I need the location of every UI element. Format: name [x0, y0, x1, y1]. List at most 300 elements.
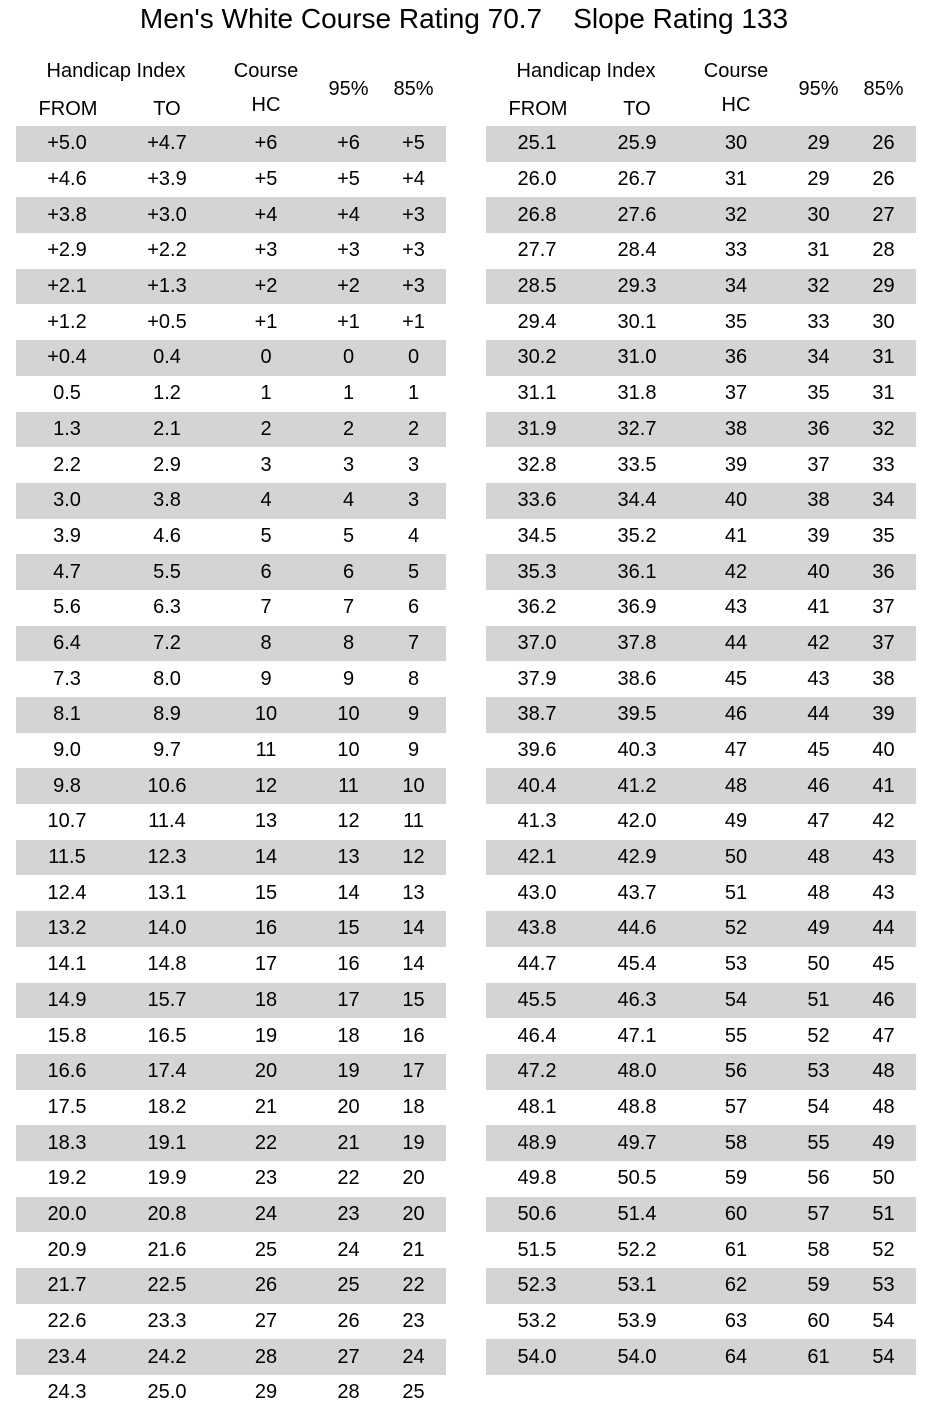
from-cell: 38.7 — [517, 703, 557, 726]
course-hc-cell: 53 — [724, 953, 748, 976]
to-cell: 28.4 — [617, 239, 657, 262]
from-cell: +4.6 — [47, 168, 87, 191]
pct85-cell: 38 — [872, 667, 895, 690]
course-hc-cell: 15 — [254, 881, 278, 904]
from-cell: +2.9 — [47, 239, 87, 262]
from-cell: 11.5 — [48, 846, 86, 869]
table-row — [16, 911, 446, 947]
pct95-cell: 55 — [807, 1131, 830, 1154]
course-hc-cell: 51 — [724, 881, 748, 904]
pct85-cell: 40 — [872, 739, 895, 762]
course-hc-cell: 45 — [724, 667, 748, 690]
course-hc-cell: 13 — [254, 810, 278, 833]
table-row — [16, 733, 446, 769]
from-cell: 27.7 — [517, 239, 557, 262]
course-hc-cell: 2 — [260, 417, 272, 440]
to-cell: 35.2 — [617, 524, 657, 547]
from-cell: 0.5 — [53, 382, 81, 405]
to-cell: 54.0 — [617, 1345, 657, 1368]
course-hc-cell: 33 — [724, 239, 748, 262]
table-row — [486, 983, 916, 1019]
to-cell: +0.5 — [147, 310, 187, 333]
to-cell: 48.0 — [617, 1060, 657, 1083]
to-cell: 41.2 — [617, 774, 657, 797]
table-row — [16, 304, 446, 340]
from-cell: 42.1 — [517, 846, 557, 869]
from-cell: 20.0 — [47, 1202, 87, 1225]
pct95-cell: 15 — [337, 917, 360, 940]
header-95-percent: 95% — [328, 78, 369, 100]
table-row — [16, 1125, 446, 1161]
to-cell: 34.4 — [617, 489, 657, 512]
course-hc-cell: 7 — [260, 596, 272, 619]
course-hc-cell: 62 — [724, 1274, 748, 1297]
pct85-cell: 41 — [872, 774, 895, 797]
to-cell: 7.2 — [153, 631, 181, 654]
pct85-cell: 44 — [872, 917, 895, 940]
pct85-cell: 50 — [872, 1167, 895, 1190]
table-row — [486, 412, 916, 448]
course-hc-cell: 11 — [255, 739, 277, 762]
table-row — [16, 983, 446, 1019]
pct95-cell: 49 — [807, 917, 830, 940]
header-handicap-index: Handicap Index — [516, 60, 656, 82]
from-cell: 4.7 — [53, 560, 81, 583]
pct95-cell: +5 — [337, 168, 360, 191]
pct85-cell: 28 — [872, 239, 895, 262]
header-95-percent: 95% — [798, 78, 839, 100]
course-hc-cell: 21 — [254, 1095, 278, 1118]
course-hc-cell: 20 — [254, 1060, 278, 1083]
pct95-cell: 25 — [337, 1274, 360, 1297]
to-cell: 37.8 — [617, 631, 657, 654]
from-cell: 35.3 — [517, 560, 557, 583]
from-cell: 13.2 — [47, 917, 87, 940]
to-cell: 31.0 — [617, 346, 657, 369]
pct85-cell: 37 — [872, 596, 895, 619]
pct95-cell: 8 — [342, 631, 355, 654]
course-hc-cell: 27 — [254, 1310, 278, 1333]
table-row — [486, 661, 916, 697]
pct85-cell: 18 — [402, 1095, 425, 1118]
pct85-cell: 26 — [872, 168, 895, 191]
to-cell: 38.6 — [617, 667, 657, 690]
course-hc-cell: +3 — [254, 239, 278, 262]
pct95-cell: 26 — [337, 1310, 360, 1333]
to-cell: +3.9 — [147, 168, 187, 191]
pct85-cell: 35 — [872, 524, 895, 547]
course-hc-cell: 42 — [724, 560, 748, 583]
course-hc-cell: 6 — [260, 560, 272, 583]
pct85-cell: 43 — [872, 846, 895, 869]
from-cell: +3.8 — [47, 203, 87, 226]
from-cell: 26.0 — [517, 168, 557, 191]
to-cell: 13.1 — [147, 881, 187, 904]
pct85-cell: 9 — [407, 739, 420, 762]
from-cell: 53.2 — [517, 1310, 557, 1333]
pct95-cell: 21 — [337, 1131, 360, 1154]
course-hc-cell: 4 — [260, 489, 272, 512]
header-hc: HC — [251, 94, 281, 116]
pct85-cell: 32 — [872, 417, 895, 440]
course-hc-cell: 34 — [724, 275, 748, 298]
pct85-cell: 6 — [407, 596, 420, 619]
pct95-cell: 43 — [807, 667, 830, 690]
to-cell: 0.4 — [153, 346, 181, 369]
course-hc-cell: 30 — [724, 132, 748, 155]
pct85-cell: 30 — [872, 310, 895, 333]
pct85-cell: 34 — [872, 489, 895, 512]
pct95-cell: 59 — [807, 1274, 830, 1297]
to-cell: 2.9 — [153, 453, 181, 476]
to-cell: 1.2 — [153, 382, 181, 405]
pct95-cell: 6 — [342, 560, 355, 583]
pct95-cell: 7 — [342, 596, 355, 619]
pct95-cell: 14 — [337, 881, 360, 904]
to-cell: 19.1 — [147, 1131, 187, 1154]
pct85-cell: 9 — [407, 703, 420, 726]
to-cell: 17.4 — [147, 1060, 187, 1083]
to-cell: 39.5 — [617, 703, 657, 726]
pct85-cell: 24 — [402, 1345, 425, 1368]
pct95-cell: 47 — [807, 810, 830, 833]
pct95-cell: 61 — [807, 1345, 830, 1368]
table-row — [486, 697, 916, 733]
table-row — [486, 1232, 916, 1268]
table-row — [486, 447, 916, 483]
header-from: FROM — [508, 98, 568, 120]
to-cell: 8.0 — [153, 667, 181, 690]
from-cell: 43.0 — [517, 881, 557, 904]
to-cell: 9.7 — [153, 739, 181, 762]
to-cell: 23.3 — [147, 1310, 187, 1333]
pct95-cell: 48 — [807, 881, 830, 904]
from-cell: 29.4 — [517, 310, 557, 333]
header-course: Course — [233, 60, 299, 82]
pct85-cell: 52 — [872, 1238, 895, 1261]
pct85-cell: 31 — [872, 382, 895, 405]
table-row — [486, 162, 916, 198]
to-cell: 27.6 — [617, 203, 657, 226]
course-hc-cell: 1 — [260, 382, 272, 405]
table-row — [16, 804, 446, 840]
pct95-cell: +3 — [337, 239, 360, 262]
course-hc-cell: 44 — [724, 631, 748, 654]
pct85-cell: 15 — [402, 988, 425, 1011]
from-cell: 3.0 — [53, 489, 81, 512]
pct95-cell: 50 — [807, 953, 830, 976]
table-row — [486, 554, 916, 590]
pct85-cell: 54 — [872, 1310, 895, 1333]
to-cell: 19.9 — [147, 1167, 187, 1190]
pct95-cell: 0 — [342, 346, 355, 369]
pct95-cell: 38 — [807, 489, 830, 512]
to-cell: 18.2 — [147, 1095, 187, 1118]
to-cell: 42.0 — [617, 810, 657, 833]
course-hc-cell: 48 — [724, 774, 748, 797]
to-cell: 22.5 — [147, 1274, 187, 1297]
pct95-cell: 60 — [807, 1310, 830, 1333]
pct95-cell: 35 — [807, 382, 830, 405]
from-cell: 15.8 — [47, 1024, 87, 1047]
pct85-cell: 33 — [872, 453, 895, 476]
pct95-cell: 12 — [337, 810, 360, 833]
table-row — [486, 590, 916, 626]
to-cell: 15.7 — [147, 988, 187, 1011]
to-cell: 25.9 — [617, 132, 657, 155]
table-row — [486, 197, 916, 233]
course-hc-cell: 46 — [724, 703, 748, 726]
table-row — [16, 483, 446, 519]
course-hc-cell: 60 — [724, 1202, 748, 1225]
course-hc-cell: 10 — [254, 703, 278, 726]
from-cell: 43.8 — [517, 917, 557, 940]
table-row — [16, 1268, 446, 1304]
pct85-cell: 4 — [407, 524, 420, 547]
table-row — [16, 1161, 446, 1197]
pct85-cell: 48 — [872, 1060, 895, 1083]
pct95-cell: 11 — [338, 774, 359, 797]
pct95-cell: 48 — [807, 846, 830, 869]
table-row — [486, 1054, 916, 1090]
course-hc-cell: 57 — [724, 1095, 748, 1118]
pct85-cell: 42 — [872, 810, 895, 833]
to-cell: 32.7 — [617, 417, 657, 440]
pct85-cell: 27 — [872, 203, 895, 226]
header-to: TO — [153, 98, 181, 120]
course-hc-cell: 59 — [724, 1167, 748, 1190]
to-cell: 47.1 — [617, 1024, 657, 1047]
to-cell: 14.0 — [147, 917, 187, 940]
from-cell: 3.9 — [53, 524, 81, 547]
table-row — [16, 197, 446, 233]
pct85-cell: 47 — [872, 1024, 895, 1047]
pct85-cell: 14 — [402, 917, 425, 940]
from-cell: 46.4 — [517, 1024, 557, 1047]
pct95-cell: 22 — [337, 1167, 360, 1190]
to-cell: 53.9 — [617, 1310, 657, 1333]
course-hc-cell: 43 — [724, 596, 748, 619]
course-hc-cell: 25 — [254, 1238, 278, 1261]
pct95-cell: 32 — [807, 275, 830, 298]
from-cell: 10.7 — [47, 810, 87, 833]
course-hc-cell: 52 — [724, 917, 748, 940]
to-cell: 12.3 — [147, 846, 187, 869]
pct95-cell: 30 — [807, 203, 830, 226]
from-cell: 52.3 — [517, 1274, 557, 1297]
table-row — [16, 590, 446, 626]
table-row — [486, 269, 916, 305]
pct85-cell: 23 — [402, 1310, 425, 1333]
from-cell: 49.8 — [517, 1167, 557, 1190]
pct85-cell: 54 — [872, 1345, 895, 1368]
table-row — [16, 269, 446, 305]
from-cell: 54.0 — [517, 1345, 557, 1368]
pct95-cell: 28 — [337, 1381, 360, 1404]
to-cell: 2.1 — [153, 417, 181, 440]
from-cell: 51.5 — [517, 1238, 557, 1261]
table-row — [16, 1339, 446, 1375]
pct95-cell: 9 — [342, 667, 355, 690]
course-hc-cell: 5 — [260, 524, 272, 547]
to-cell: +2.2 — [147, 239, 187, 262]
to-cell: 49.7 — [617, 1131, 657, 1154]
pct95-cell: 3 — [342, 453, 355, 476]
to-cell: 10.6 — [147, 774, 187, 797]
to-cell: 40.3 — [617, 739, 657, 762]
table-row — [16, 162, 446, 198]
table-row — [16, 1375, 446, 1411]
course-hc-cell: +5 — [254, 168, 278, 191]
pct95-cell: 13 — [337, 846, 360, 869]
pct85-cell: +1 — [402, 310, 425, 333]
from-cell: 9.8 — [53, 774, 81, 797]
from-cell: +5.0 — [47, 132, 87, 155]
pct85-cell: 0 — [407, 346, 420, 369]
table-row — [16, 519, 446, 555]
from-cell: 2.2 — [53, 453, 81, 476]
table-row — [486, 733, 916, 769]
pct85-cell: 37 — [872, 631, 895, 654]
from-cell: 33.6 — [517, 489, 557, 512]
from-cell: 34.5 — [517, 524, 557, 547]
course-hc-cell: 22 — [254, 1131, 278, 1154]
to-cell: 36.1 — [617, 560, 657, 583]
pct95-cell: 29 — [807, 132, 830, 155]
from-cell: 17.5 — [47, 1095, 87, 1118]
table-row — [16, 340, 446, 376]
pct85-cell: 25 — [402, 1381, 425, 1404]
to-cell: 6.3 — [153, 596, 181, 619]
header-from: FROM — [38, 98, 98, 120]
page-title: Men's White Course Rating 70.7 Slope Rating 133 — [139, 3, 789, 34]
course-hc-cell: 3 — [260, 453, 272, 476]
pct95-cell: 41 — [807, 596, 830, 619]
pct85-cell: 2 — [407, 417, 420, 440]
course-hc-cell: +6 — [254, 132, 278, 155]
pct85-cell: +3 — [402, 275, 425, 298]
pct95-cell: +6 — [337, 132, 360, 155]
table-row — [16, 1197, 446, 1233]
pct95-cell: 24 — [337, 1238, 360, 1261]
course-hc-cell: 12 — [254, 774, 278, 797]
course-hc-cell: 26 — [254, 1274, 278, 1297]
table-row — [486, 233, 916, 269]
pct95-cell: 10 — [337, 703, 360, 726]
pct95-cell: 5 — [342, 524, 355, 547]
course-hc-cell: 38 — [724, 417, 748, 440]
course-hc-cell: 36 — [724, 346, 748, 369]
pct95-cell: 20 — [337, 1095, 360, 1118]
table-row — [486, 126, 916, 162]
pct95-cell: 29 — [807, 168, 830, 191]
to-cell: 14.8 — [147, 953, 187, 976]
table-row — [486, 804, 916, 840]
from-cell: 9.0 — [53, 739, 81, 762]
course-hc-cell: 23 — [254, 1167, 278, 1190]
pct85-cell: 20 — [402, 1167, 425, 1190]
from-cell: 12.4 — [47, 881, 87, 904]
table-row — [16, 126, 446, 162]
pct95-cell: 39 — [807, 524, 830, 547]
pct85-cell: 31 — [872, 346, 895, 369]
pct85-cell: 1 — [407, 382, 420, 405]
to-cell: 42.9 — [617, 846, 657, 869]
pct95-cell: 1 — [342, 382, 355, 405]
pct85-cell: 51 — [872, 1202, 895, 1225]
pct95-cell: 51 — [807, 988, 830, 1011]
table-row — [486, 519, 916, 555]
pct95-cell: 40 — [807, 560, 830, 583]
from-cell: 14.9 — [47, 988, 87, 1011]
pct85-cell: 7 — [407, 631, 420, 654]
from-cell: 5.6 — [53, 596, 81, 619]
from-cell: 31.9 — [517, 417, 557, 440]
from-cell: 39.6 — [517, 739, 557, 762]
pct85-cell: 26 — [872, 132, 895, 155]
table-row — [486, 1125, 916, 1161]
table-row — [486, 304, 916, 340]
pct85-cell: +3 — [402, 203, 425, 226]
to-cell: 30.1 — [617, 310, 657, 333]
table-row — [486, 1268, 916, 1304]
course-hc-cell: 28 — [254, 1345, 278, 1368]
course-hc-cell: 61 — [724, 1238, 748, 1261]
pct85-cell: 3 — [407, 453, 420, 476]
pct95-cell: 42 — [807, 631, 830, 654]
table-row — [16, 947, 446, 983]
pct95-cell: 45 — [807, 739, 830, 762]
pct85-cell: 29 — [872, 275, 895, 298]
pct95-cell: 34 — [807, 346, 830, 369]
pct85-cell: 19 — [402, 1131, 425, 1154]
course-hc-cell: 40 — [724, 489, 748, 512]
from-cell: +0.4 — [47, 346, 87, 369]
table-row — [486, 1339, 916, 1375]
from-cell: 36.2 — [517, 596, 557, 619]
course-hc-cell: 35 — [724, 310, 748, 333]
table-row — [16, 1090, 446, 1126]
from-cell: 1.3 — [53, 417, 81, 440]
pct95-cell: 53 — [807, 1060, 830, 1083]
from-cell: 37.0 — [517, 631, 557, 654]
to-cell: 31.8 — [617, 382, 657, 405]
table-row — [16, 554, 446, 590]
table-row — [486, 1304, 916, 1340]
course-hc-cell: 37 — [724, 382, 748, 405]
table-row — [486, 875, 916, 911]
course-hc-cell: 39 — [724, 453, 748, 476]
table-row — [486, 947, 916, 983]
to-cell: 36.9 — [617, 596, 657, 619]
course-hc-cell: 58 — [724, 1131, 748, 1154]
pct95-cell: 46 — [807, 774, 830, 797]
from-cell: +1.2 — [47, 310, 87, 333]
table-row — [486, 1090, 916, 1126]
pct95-cell: 19 — [337, 1060, 360, 1083]
to-cell: 25.0 — [147, 1381, 187, 1404]
to-cell: 24.2 — [147, 1345, 187, 1368]
pct85-cell: 46 — [872, 988, 895, 1011]
course-hc-cell: 14 — [254, 846, 278, 869]
to-cell: 21.6 — [147, 1238, 187, 1261]
header-course: Course — [703, 60, 769, 82]
course-hc-cell: +4 — [254, 203, 278, 226]
pct95-cell: +1 — [337, 310, 360, 333]
pct85-cell: 14 — [402, 953, 425, 976]
table-row — [16, 661, 446, 697]
from-cell: 47.2 — [517, 1060, 557, 1083]
